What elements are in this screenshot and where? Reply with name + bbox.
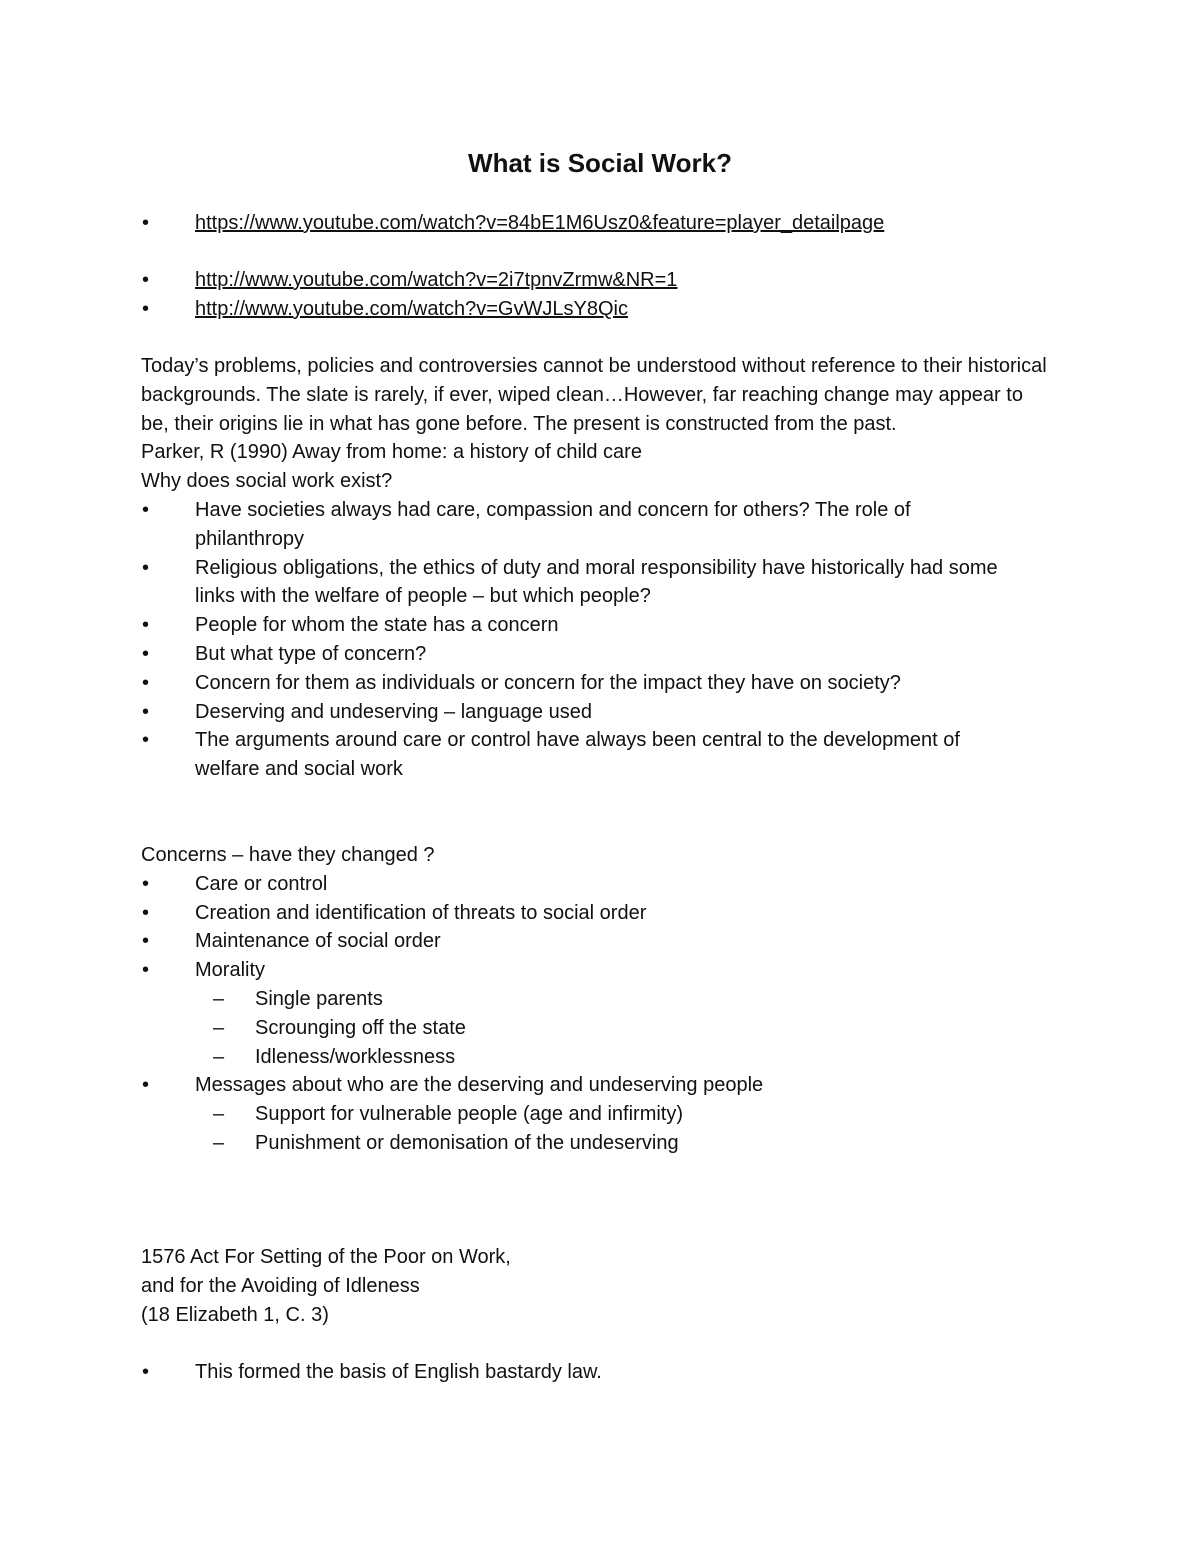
list-item-text: Concern for them as individuals or concern for the impact they have on society? — [195, 671, 901, 694]
act-section — [141, 1243, 1061, 1329]
youtube-link[interactable]: https://www.youtube.com/watch?v=84bE1M6Usz0&feature=player_detailpage — [195, 212, 885, 234]
final-list — [141, 1358, 1061, 1387]
link-list — [141, 209, 1061, 238]
list-item — [141, 1071, 1061, 1100]
sub-list-item — [141, 1014, 1061, 1043]
list-item — [141, 927, 1061, 956]
bullet: • — [142, 1361, 150, 1383]
list-item — [141, 554, 1056, 612]
bullet: • — [142, 671, 150, 694]
quote-paragraph — [141, 352, 1056, 784]
list-item-text: The arguments around care or control have always been central to the development of welfare and social work — [195, 729, 960, 781]
act-line: and for the Avoiding of Idleness — [141, 1274, 420, 1297]
quote-text: Today’s problems, policies and controversies cannot be understood without reference to their historical backgrounds. The slate is rarely, if ever, wiped clean…However, far reaching change may appear to be, their origins lie in what has gone before. The present is constructed from the past. — [141, 355, 1047, 435]
bullet: • — [142, 297, 150, 320]
act-line: 1576 Act For Setting of the Poor on Work, — [141, 1246, 511, 1268]
dash: – — [213, 1131, 225, 1154]
sub-list-item-text: Idleness/worklessness — [255, 1045, 456, 1068]
list-item-text: Care or control — [195, 872, 328, 895]
list-item-text: But what type of concern? — [195, 642, 427, 665]
bullet: • — [142, 642, 150, 665]
bullet: • — [142, 959, 150, 982]
sub-list-item-text: Punishment or demonisation of the undeserving — [255, 1131, 679, 1154]
list-item-text: Maintenance of social order — [195, 930, 441, 953]
list-item — [141, 611, 1056, 640]
bullet: • — [142, 729, 150, 752]
page-title: What is Social Work? — [468, 148, 732, 178]
bullet: • — [142, 901, 150, 924]
list-item-text: Creation and identification of threats to social order — [195, 901, 647, 924]
list-item — [141, 640, 1056, 669]
sub-list-item — [141, 985, 1061, 1014]
list-item-text: People for whom the state has a concern — [195, 614, 559, 637]
dash: – — [213, 1045, 225, 1068]
sub-list-item — [141, 1043, 1061, 1072]
list-item — [141, 870, 1061, 899]
youtube-link[interactable]: http://www.youtube.com/watch?v=2i7tpnvZrmw&NR=1 — [195, 269, 678, 291]
list-item-text: Religious obligations, the ethics of duty and moral responsibility have historically had some links with the welfare of people – but which people? — [195, 556, 998, 608]
dash: – — [213, 1016, 225, 1039]
bullet: • — [142, 1074, 150, 1097]
act-line: (18 Elizabeth 1, C. 3) — [141, 1303, 329, 1326]
bullet: • — [142, 930, 150, 953]
list-item — [141, 698, 1056, 727]
sub-list-item — [141, 1129, 1061, 1158]
dash: – — [213, 1103, 225, 1126]
list-item — [141, 209, 1061, 238]
list-item-text: Messages about who are the deserving and undeserving people — [195, 1074, 764, 1097]
list-item — [141, 266, 1061, 295]
list-item — [141, 956, 1061, 985]
list-item — [141, 295, 1061, 324]
sub-list-item — [141, 1100, 1061, 1129]
concerns-section — [141, 841, 1061, 1158]
list-item — [141, 669, 1056, 698]
youtube-link[interactable]: http://www.youtube.com/watch?v=GvWJLsY8Qic — [195, 297, 628, 320]
link-list-2 — [141, 266, 1061, 324]
bullet: • — [142, 700, 150, 723]
bullet: • — [142, 212, 150, 234]
section-heading: Why does social work exist? — [141, 470, 393, 493]
sub-list-item-text: Support for vulnerable people (age and infirmity) — [255, 1103, 684, 1126]
list-item-text: Deserving and undeserving – language used — [195, 700, 592, 723]
list-item — [141, 899, 1061, 928]
bullet: • — [142, 498, 150, 521]
bullet: • — [142, 556, 150, 579]
list-item-text: Morality — [195, 959, 266, 982]
bullet: • — [142, 872, 150, 895]
list-item-text: Have societies always had care, compassion and concern for others? The role of philanthropy — [195, 498, 911, 550]
bullet: • — [142, 614, 150, 637]
list-item — [141, 1358, 1061, 1387]
sub-list-item-text: Scrounging off the state — [255, 1016, 466, 1039]
list-item-text: This formed the basis of English bastardy law. — [195, 1361, 602, 1383]
list-item — [141, 726, 1056, 784]
dash: – — [213, 987, 225, 1010]
section-heading: Concerns – have they changed ? — [141, 844, 435, 866]
citation: Parker, R (1990) Away from home: a history of child care — [141, 441, 642, 464]
list-item — [141, 496, 1056, 554]
bullet: • — [142, 269, 150, 291]
sub-list-item-text: Single parents — [255, 987, 383, 1010]
